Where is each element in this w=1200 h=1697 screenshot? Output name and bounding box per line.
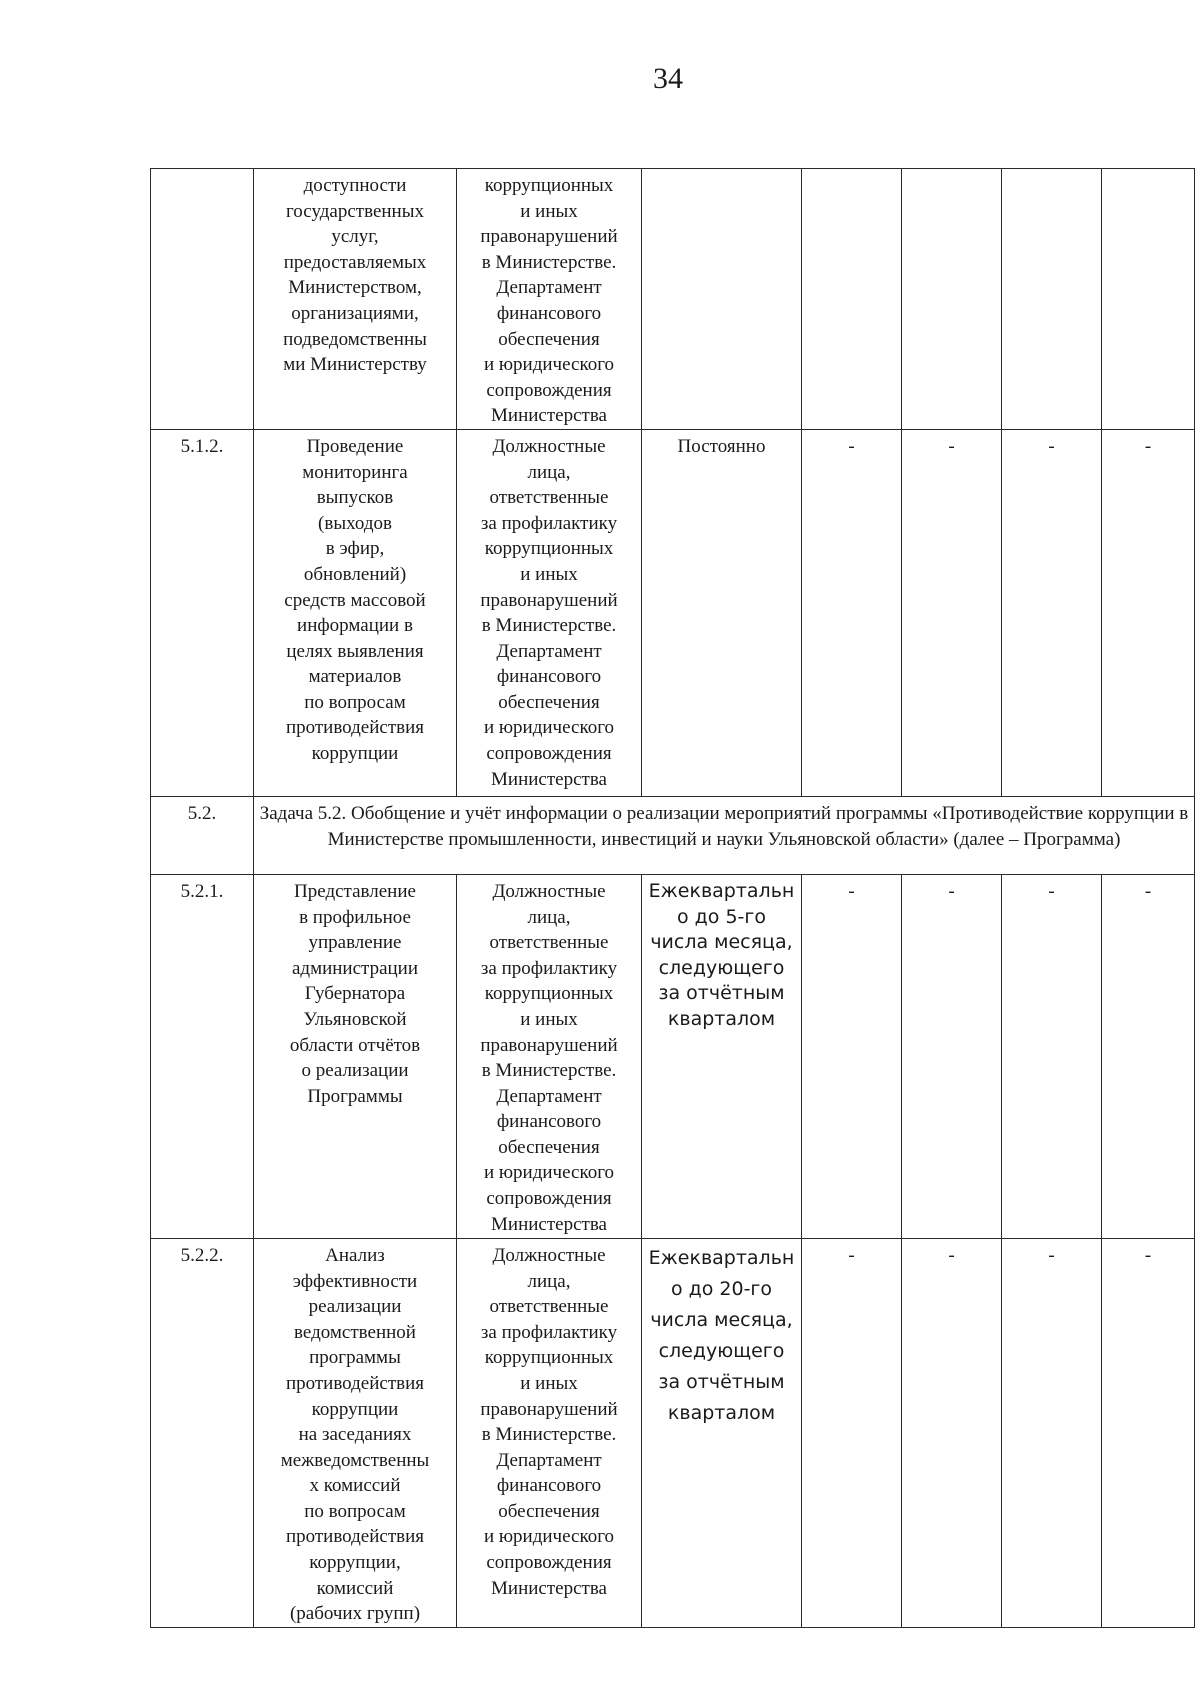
table-row (151, 1238, 1195, 1627)
responsible-cell: Должностные лица, ответственные за профилактику коррупционных и иных правонарушений в Министерстве. Департамент финансового обеспечения и юридического сопровождения Министерства (457, 429, 642, 796)
funding-cell: - (902, 1238, 1002, 1627)
task-row (151, 796, 1195, 874)
funding-cell: - (802, 1238, 902, 1627)
funding-cell: - (802, 874, 902, 1238)
term-cell: Ежеквартальн о до 5-го числа месяца, следующего за отчётным кварталом (642, 874, 802, 1238)
funding-cell: - (902, 874, 1002, 1238)
responsible-cell: Должностные лица, ответственные за профилактику коррупционных и иных правонарушений в Министерстве. Департамент финансового обеспечения и юридического сопровождения Министерства (457, 874, 642, 1238)
funding-cell (802, 169, 902, 430)
measure-cell: доступности государственных услуг, предоставляемых Министерством, организациями, подведомственны ми Министерству (254, 169, 457, 430)
term-cell: Постоянно (642, 429, 802, 796)
task-heading-cell: Задача 5.2. Обобщение и учёт информации о реализации мероприятий программы «Противодействие коррупции в Министерстве промышленности, инвестиций и науки Ульяновской области» (далее – Программа) (254, 796, 1195, 874)
funding-cell: - (1102, 1238, 1195, 1627)
table-row (151, 169, 1195, 430)
funding-cell (902, 169, 1002, 430)
table-row (151, 874, 1195, 1238)
row-number-cell: 5.2.2. (151, 1238, 254, 1627)
measure-cell: Представление в профильное управление администрации Губернатора Ульяновской области отчётов о реализации Программы (254, 874, 457, 1238)
measure-cell: Анализ эффективности реализации ведомственной программы противодействия коррупции на заседаниях межведомственны х комиссий по вопросам противодействия коррупции, комиссий (рабочих групп) (254, 1238, 457, 1627)
funding-cell: - (1002, 1238, 1102, 1627)
funding-cell: - (802, 429, 902, 796)
funding-cell: - (1102, 429, 1195, 796)
funding-cell: - (1002, 429, 1102, 796)
responsible-cell: Должностные лица, ответственные за профилактику коррупционных и иных правонарушений в Министерстве. Департамент финансового обеспечения и юридического сопровождения Министерства (457, 1238, 642, 1627)
row-number-cell: 5.2. (151, 796, 254, 874)
term-cell (642, 169, 802, 430)
funding-cell: - (1102, 874, 1195, 1238)
responsible-cell: коррупционных и иных правонарушений в Министерстве. Департамент финансового обеспечения и юридического сопровождения Министерства (457, 169, 642, 430)
table-row (151, 429, 1195, 796)
action-plan-table (150, 168, 1195, 1628)
funding-cell (1102, 169, 1195, 430)
funding-cell: - (1002, 874, 1102, 1238)
row-number-cell (151, 169, 254, 430)
row-number-cell: 5.2.1. (151, 874, 254, 1238)
measure-cell: Проведение мониторинга выпусков (выходов в эфир, обновлений) средств массовой информации в целях выявления материалов по вопросам противодействия коррупции (254, 429, 457, 796)
funding-cell (1002, 169, 1102, 430)
funding-cell: - (902, 429, 1002, 796)
page-number: 34 (653, 62, 683, 95)
row-number-cell: 5.1.2. (151, 429, 254, 796)
term-cell: Ежеквартальн о до 20-го числа месяца, следующего за отчётным кварталом (642, 1238, 802, 1627)
